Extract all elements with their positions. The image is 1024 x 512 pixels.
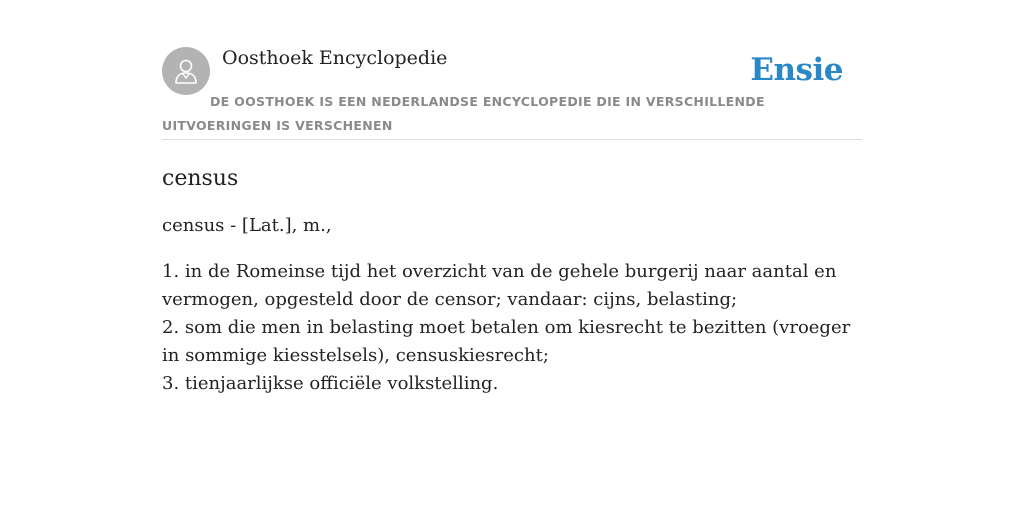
ensie-logo[interactable]: Ensie bbox=[750, 52, 843, 88]
definitions-list bbox=[162, 258, 862, 398]
definition-item: 3. tienjaarlijkse officiële volkstelling. bbox=[162, 373, 499, 394]
entry-grammar: census - [Lat.], m., bbox=[162, 215, 332, 236]
definition-item: 1. in de Romeinse tijd het overzicht van de gehele burgerij naar aantal en vermogen, opgesteld door de censor; vandaar: cijns, belasting; bbox=[162, 261, 837, 310]
source-avatar[interactable] bbox=[162, 47, 210, 95]
entry-content bbox=[162, 162, 862, 398]
source-description: DE OOSTHOEK IS EEN NEDERLANDSE ENCYCLOPEDIE DIE IN VERSCHILLENDE UITVOERINGEN IS VERSCHENEN bbox=[162, 94, 765, 133]
definition-item: 2. som die men in belasting moet betalen om kiesrecht te bezitten (vroeger in sommige kiesstelsels), censuskiesrecht; bbox=[162, 317, 851, 366]
source-title[interactable]: Oosthoek Encyclopedie bbox=[222, 47, 448, 69]
user-avatar-icon bbox=[171, 56, 201, 86]
entry-word: census bbox=[162, 166, 239, 191]
header-divider bbox=[162, 139, 862, 140]
